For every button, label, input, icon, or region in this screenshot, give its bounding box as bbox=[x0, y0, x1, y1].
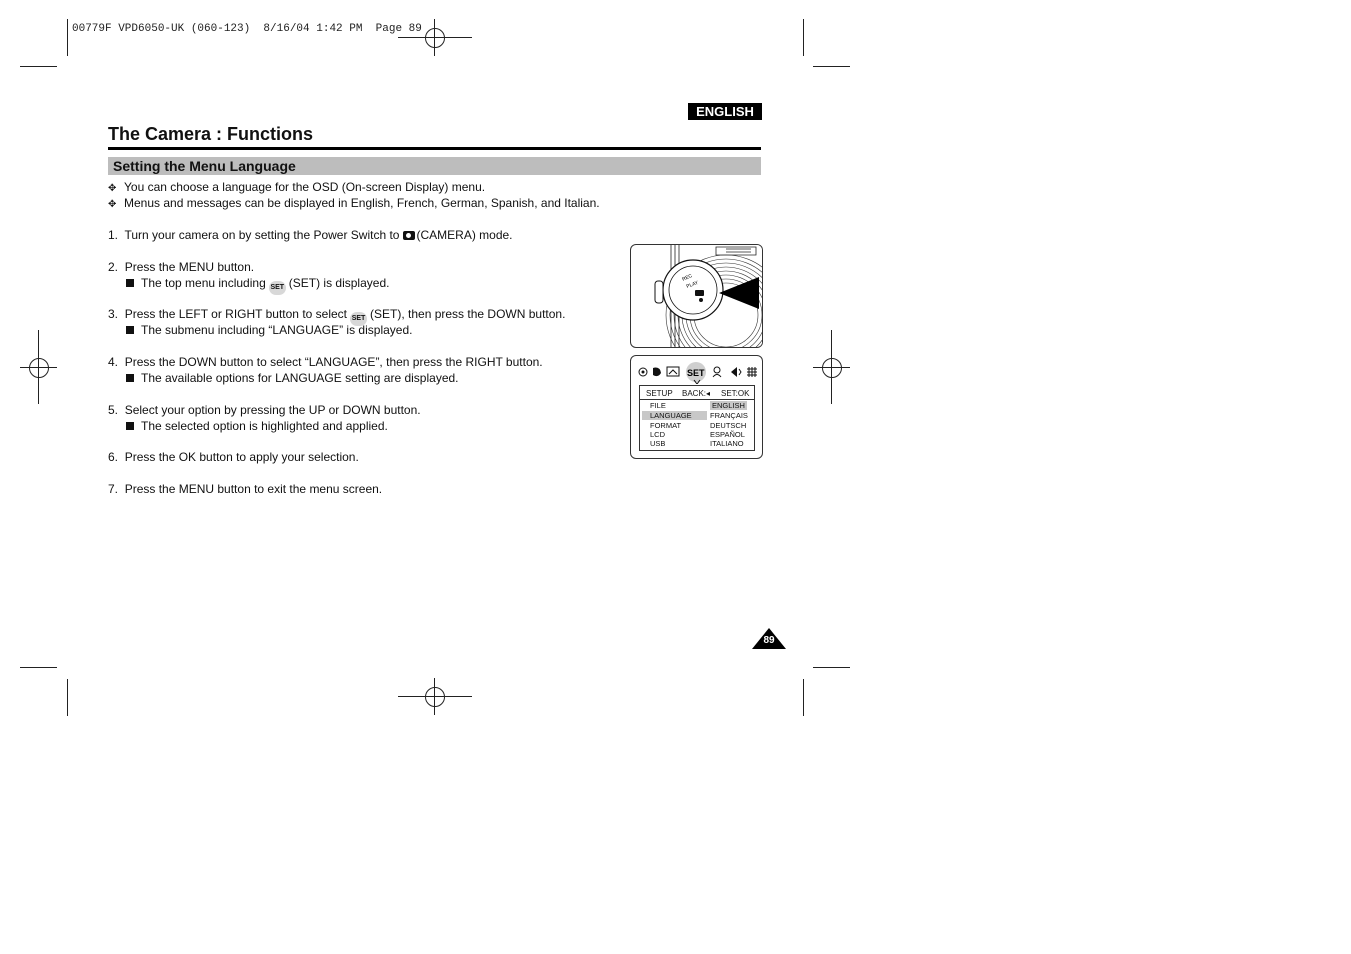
step-7: 7. Press the MENU button to exit the menu screen. bbox=[108, 482, 383, 496]
square-bullet-icon bbox=[126, 374, 134, 382]
dial-label-play: PLAY bbox=[685, 279, 700, 290]
user-icon bbox=[714, 367, 720, 373]
crop-mark bbox=[20, 66, 57, 67]
note-item: ✥ Menus and messages can be displayed in English, French, German, Spanish, and Italian. bbox=[108, 196, 600, 210]
speaker-icon bbox=[731, 367, 737, 377]
section-header bbox=[108, 157, 761, 175]
language-badge: ENGLISH bbox=[688, 103, 762, 120]
lcd-option: FRANÇAIS bbox=[710, 411, 748, 420]
lcd-menu-item: LCD bbox=[650, 430, 666, 439]
note-item: ✥ You can choose a language for the OSD (On-screen Display) menu. bbox=[108, 180, 486, 194]
lcd-header-back: BACK:◂ bbox=[682, 389, 711, 398]
step-1: 1. Turn your camera on by setting the Power Switch to (CAMERA) mode. bbox=[108, 228, 513, 242]
square-bullet-icon bbox=[126, 326, 134, 334]
step-2-detail: The top menu including SET (SET) is displayed. bbox=[126, 276, 389, 295]
lcd-menu-item-selected: LANGUAGE bbox=[642, 411, 707, 420]
lcd-menu-illustration bbox=[630, 355, 763, 459]
step-6: 6. Press the OK button to apply your selection. bbox=[108, 450, 359, 464]
step-5: 5. Select your option by pressing the UP or DOWN button. bbox=[108, 403, 421, 417]
image-icon bbox=[667, 367, 679, 376]
camera-dial-illustration bbox=[630, 244, 763, 348]
set-icon: SET bbox=[269, 281, 286, 295]
step-4-detail: The available options for LANGUAGE setting are displayed. bbox=[126, 371, 459, 385]
step-5-detail: The selected option is highlighted and applied. bbox=[126, 419, 388, 433]
set-tab-icon: SET bbox=[687, 368, 705, 378]
square-bullet-icon bbox=[126, 422, 134, 430]
page-title: The Camera : Functions bbox=[108, 124, 314, 144]
step-3: 3. Press the LEFT or RIGHT button to select SET (SET), then press the DOWN button. bbox=[108, 307, 565, 326]
lcd-option-selected: ENGLISH bbox=[712, 401, 745, 410]
grid-icon bbox=[747, 367, 757, 377]
lcd-option: ESPAÑOL bbox=[710, 430, 745, 439]
lcd-option: ITALIANO bbox=[710, 439, 744, 448]
section-title: Setting the Menu Language bbox=[113, 158, 296, 174]
registration-mark bbox=[29, 358, 49, 378]
camera-icon bbox=[403, 231, 415, 240]
step-3-detail: The submenu including “LANGUAGE” is displayed. bbox=[126, 323, 412, 337]
dial-mode-icon bbox=[695, 290, 704, 296]
lcd-header-ok: SET:OK bbox=[721, 389, 750, 398]
crop-mark bbox=[67, 19, 68, 56]
registration-mark bbox=[822, 358, 842, 378]
page-number: 89 bbox=[763, 635, 775, 646]
square-bullet-icon bbox=[126, 279, 134, 287]
dial-label-rec: REC bbox=[681, 272, 694, 283]
registration-mark bbox=[425, 28, 445, 48]
crop-mark bbox=[20, 667, 57, 668]
timer-icon bbox=[653, 368, 661, 377]
crop-mark bbox=[803, 679, 804, 716]
lcd-option: DEUTSCH bbox=[710, 421, 747, 430]
step-2: 2. Press the MENU button. bbox=[108, 260, 255, 274]
set-icon: SET bbox=[350, 312, 367, 326]
lcd-header-setup: SETUP bbox=[646, 389, 673, 398]
lcd-menu-item: FORMAT bbox=[650, 421, 682, 430]
camera-dial-drawing bbox=[631, 245, 762, 347]
lcd-toolbar bbox=[631, 356, 762, 384]
note-bullet-icon: ✥ bbox=[108, 183, 117, 194]
crop-mark bbox=[813, 66, 850, 67]
crop-mark bbox=[813, 667, 850, 668]
print-slug: 00779F VPD6050-UK (060-123) 8/16/04 1:42 PM Page 89 bbox=[72, 23, 422, 35]
lcd-menu-item: USB bbox=[650, 439, 666, 448]
title-rule bbox=[108, 147, 761, 150]
lcd-menu-item: FILE bbox=[650, 401, 666, 410]
registration-mark bbox=[425, 687, 445, 707]
crop-mark bbox=[67, 679, 68, 716]
lcd-submenu bbox=[639, 385, 755, 451]
crop-mark bbox=[803, 19, 804, 56]
note-bullet-icon: ✥ bbox=[108, 199, 117, 210]
step-4: 4. Press the DOWN button to select “LANGUAGE”, then press the RIGHT button. bbox=[108, 355, 543, 369]
dial-camera-icon bbox=[699, 298, 703, 302]
